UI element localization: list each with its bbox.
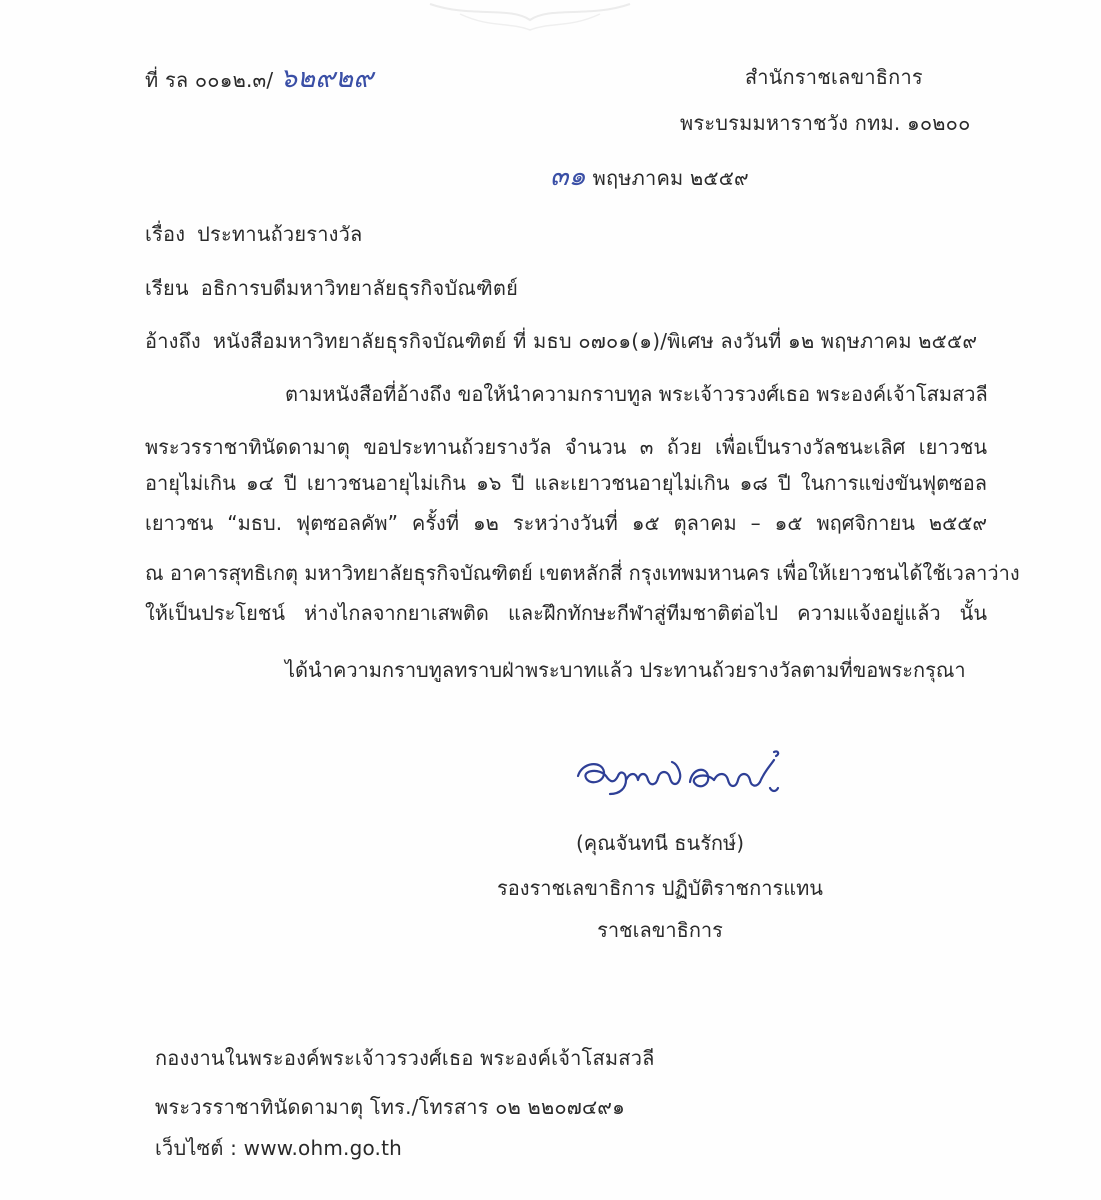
- reference-handwritten: ๖๒๙๒๙: [279, 63, 374, 94]
- subject-text: ประทานถ้วยรางวัล: [197, 222, 363, 246]
- body-line-1: ตามหนังสือที่อ้างถึง ขอให้นำความกราบทูล พระเจ้าวรวงศ์เธอ พระองค์เจ้าโสมสวลี: [285, 382, 988, 406]
- date-month-year: พฤษภาคม ๒๕๕๙: [592, 166, 749, 190]
- date-day-handwritten: ๓๑: [550, 161, 586, 192]
- emblem-watermark-icon: [390, 0, 670, 34]
- office-name: สำนักราชเลขาธิการ: [745, 65, 923, 89]
- letter-date: [550, 161, 749, 192]
- reference-printed: ที่ รล ๐๐๑๒.๓/: [145, 68, 274, 92]
- body-line-6: ให้เป็นประโยชน์ ห่างไกลจากยาเสพติด และฝึกทักษะกีฬาสู่ทีมชาติต่อไป ความแจ้งอยู่แล้ว นั้น: [145, 601, 987, 625]
- reference-line: [145, 328, 977, 354]
- body-line-5: ณ อาคารสุทธิเกตุ มหาวิทยาลัยธุรกิจบัณฑิตย์ เขตหลักสี่ กรุงเทพมหานคร เพื่อให้เยาวชนได้ใช้เวลาว่าง: [145, 561, 1020, 585]
- signer-name: (คุณจันทนี ธนรักษ์): [575, 831, 745, 855]
- subject-label: เรื่อง: [145, 222, 186, 246]
- signature-image: [560, 742, 800, 812]
- recipient-line: [145, 275, 518, 301]
- reference-number: [145, 63, 374, 94]
- body-line-4: เยาวชน “มธบ. ฟุตซอลคัพ” ครั้งที่ ๑๒ ระหว่างวันที่ ๑๕ ตุลาคม – ๑๕ พฤศจิกายน ๒๕๕๙: [145, 511, 987, 535]
- footer-website: เว็บไซต์ : www.ohm.go.th: [155, 1136, 403, 1160]
- recipient-text: อธิการบดีมหาวิทยาลัยธุรกิจบัณฑิตย์: [200, 276, 519, 300]
- recipient-label: เรียน: [145, 276, 189, 300]
- subject-line: [145, 221, 363, 247]
- signer-title-2: ราชเลขาธิการ: [597, 918, 723, 942]
- footer-department: กองงานในพระองค์พระเจ้าวรวงศ์เธอ พระองค์เจ้าโสมสวลี: [155, 1046, 655, 1070]
- body-final-line: ได้นำความกราบทูลทราบฝ่าพระบาทแล้ว ประทานถ้วยรางวัลตามที่ขอพระกรุณา: [285, 658, 966, 682]
- office-address: พระบรมมหาราชวัง กทม. ๑๐๒๐๐: [680, 111, 971, 135]
- footer-contact: พระวรราชาทินัดดามาตุ โทร./โทรสาร ๐๒ ๒๒๐๗๔๙๑: [155, 1095, 626, 1119]
- body-line-3: อายุไม่เกิน ๑๔ ปี เยาวชนอายุไม่เกิน ๑๖ ปี และเยาวชนอายุไม่เกิน ๑๘ ปี ในการแข่งขันฟุตซอล: [145, 471, 987, 495]
- signer-title-1: รองราชเลขาธิการ ปฏิบัติราชการแทน: [497, 876, 823, 900]
- body-line-2: พระวรราชาทินัดดามาตุ ขอประทานถ้วยรางวัล จำนวน ๓ ถ้วย เพื่อเป็นรางวัลชนะเลิศ เยาวชน: [145, 435, 987, 459]
- reference-text: หนังสือมหาวิทยาลัยธุรกิจบัณฑิตย์ ที่ มธบ ๐๗๐๑(๑)/พิเศษ ลงวันที่ ๑๒ พฤษภาคม ๒๕๕๙: [212, 329, 978, 353]
- reference-label: อ้างถึง: [145, 329, 201, 353]
